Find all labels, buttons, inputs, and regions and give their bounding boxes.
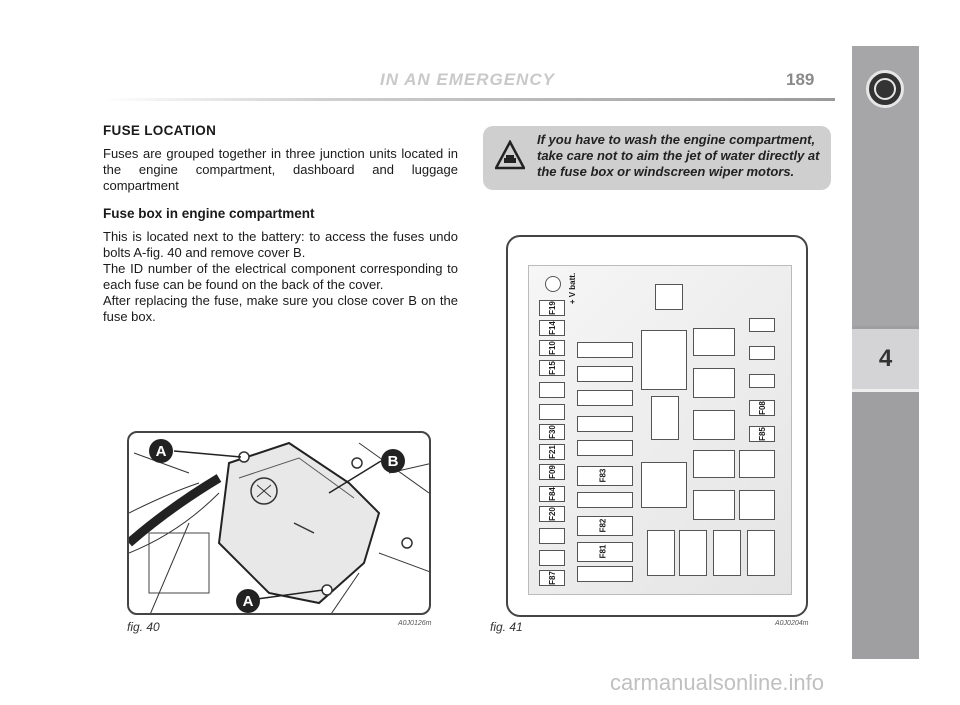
maxi-fuse-label: F81 <box>598 544 608 559</box>
fuse <box>539 320 565 336</box>
relay <box>739 490 775 520</box>
fuse <box>539 486 565 502</box>
page-number: 189 <box>786 70 815 89</box>
vbatt-terminal <box>545 276 561 292</box>
fuse-slot <box>577 416 633 432</box>
maxi-fuse-label: F82 <box>598 518 608 533</box>
fuse-label: F09 <box>548 465 557 479</box>
fuse-slot <box>577 566 633 582</box>
fuse <box>539 340 565 356</box>
figure-40 <box>127 431 431 615</box>
maxi-fuse-label: F83 <box>598 468 608 483</box>
fuse-label: F21 <box>548 445 557 459</box>
relay <box>693 328 735 356</box>
fuse-slot <box>749 346 775 360</box>
paragraph-3: After replacing the fuse, make sure you close cover B on the fuse box. <box>103 293 458 324</box>
fig40-code: A0J0126m <box>398 620 432 627</box>
fuse-label: F19 <box>548 301 557 315</box>
callout-a-bottom: A <box>242 593 254 610</box>
maxi-fuse <box>577 466 633 486</box>
fuse-slot <box>749 318 775 332</box>
relay <box>641 330 687 390</box>
side-tab-top <box>852 46 919 326</box>
fuse-label: F30 <box>548 425 557 439</box>
engine-cover-illustration <box>129 433 431 615</box>
section-heading: FUSE LOCATION <box>103 123 217 138</box>
fuse <box>539 464 565 480</box>
fuse <box>749 426 775 442</box>
paragraph-2: The ID number of the electrical component corresponding to each fuse can be found on the back of the cover. <box>103 261 458 292</box>
left-column <box>103 123 458 325</box>
fuse <box>539 424 565 440</box>
fuse <box>539 570 565 586</box>
fig41-code: A0J0204m <box>775 620 809 627</box>
warning-box <box>483 126 831 190</box>
callout-b: B <box>387 453 399 470</box>
chapter-number[interactable]: 4 <box>852 329 919 389</box>
fuse-box-diagram <box>528 265 792 595</box>
fuse-slot <box>577 390 633 406</box>
fuse <box>539 382 565 398</box>
chapter-side-tab[interactable] <box>852 46 919 659</box>
relay <box>713 530 741 576</box>
page-header-title: IN AN EMERGENCY <box>380 70 555 89</box>
fig40-label: fig. 40 <box>127 620 160 634</box>
relay <box>739 450 775 478</box>
relay <box>747 530 775 576</box>
fuse-slot <box>577 440 633 456</box>
fuse-label: F14 <box>548 321 557 335</box>
relay <box>641 462 687 508</box>
relay <box>679 530 707 576</box>
fuse-label: F84 <box>548 487 557 501</box>
fuse-slot <box>577 492 633 508</box>
fuse-label: F08 <box>758 401 767 415</box>
fuse <box>539 550 565 566</box>
fuse <box>749 400 775 416</box>
side-tab-separator <box>852 389 919 392</box>
fuse-label: F85 <box>758 427 767 441</box>
callout-a-top: A <box>155 443 167 460</box>
fuse <box>539 444 565 460</box>
relay <box>693 490 735 520</box>
fig41-label: fig. 41 <box>490 620 523 634</box>
header-rule <box>100 98 835 101</box>
warning-car-icon <box>495 140 525 170</box>
vbatt-label: + V batt. <box>568 272 578 305</box>
fuse <box>539 528 565 544</box>
brand-logo <box>866 70 904 108</box>
fuse <box>539 404 565 420</box>
watermark: carmanualsonline.info <box>610 670 825 695</box>
fuse-label: F20 <box>548 507 557 521</box>
fuse-label: F10 <box>548 341 557 355</box>
fuse <box>539 360 565 376</box>
paragraph-1: This is located next to the battery: to access the fuses undo bolts A-fig. 40 and remove cover B. <box>103 229 458 260</box>
fuse-column-left <box>539 300 569 590</box>
relay <box>651 396 679 440</box>
relay <box>693 410 735 440</box>
relay <box>693 368 735 398</box>
fuse-label: F15 <box>548 361 557 375</box>
fuse-label: F87 <box>548 571 557 585</box>
fuse <box>539 300 565 316</box>
fuse-slot <box>577 366 633 382</box>
intro-paragraph: Fuses are grouped together in three junction units located in the engine compartment, dashboard and luggage compartment <box>103 146 458 193</box>
relay <box>693 450 735 478</box>
fuse-slot <box>749 374 775 388</box>
figure-41 <box>506 235 808 617</box>
fuse-slot <box>577 342 633 358</box>
maxi-fuse <box>577 516 633 536</box>
relay <box>647 530 675 576</box>
relay-icon <box>655 284 683 310</box>
fuse <box>539 506 565 522</box>
warning-text: If you have to wash the engine compartment, take care not to aim the jet of water directly at the fuse box or windscreen wiper motors. <box>537 132 820 179</box>
subheading: Fuse box in engine compartment <box>103 206 315 221</box>
maxi-fuse <box>577 542 633 562</box>
